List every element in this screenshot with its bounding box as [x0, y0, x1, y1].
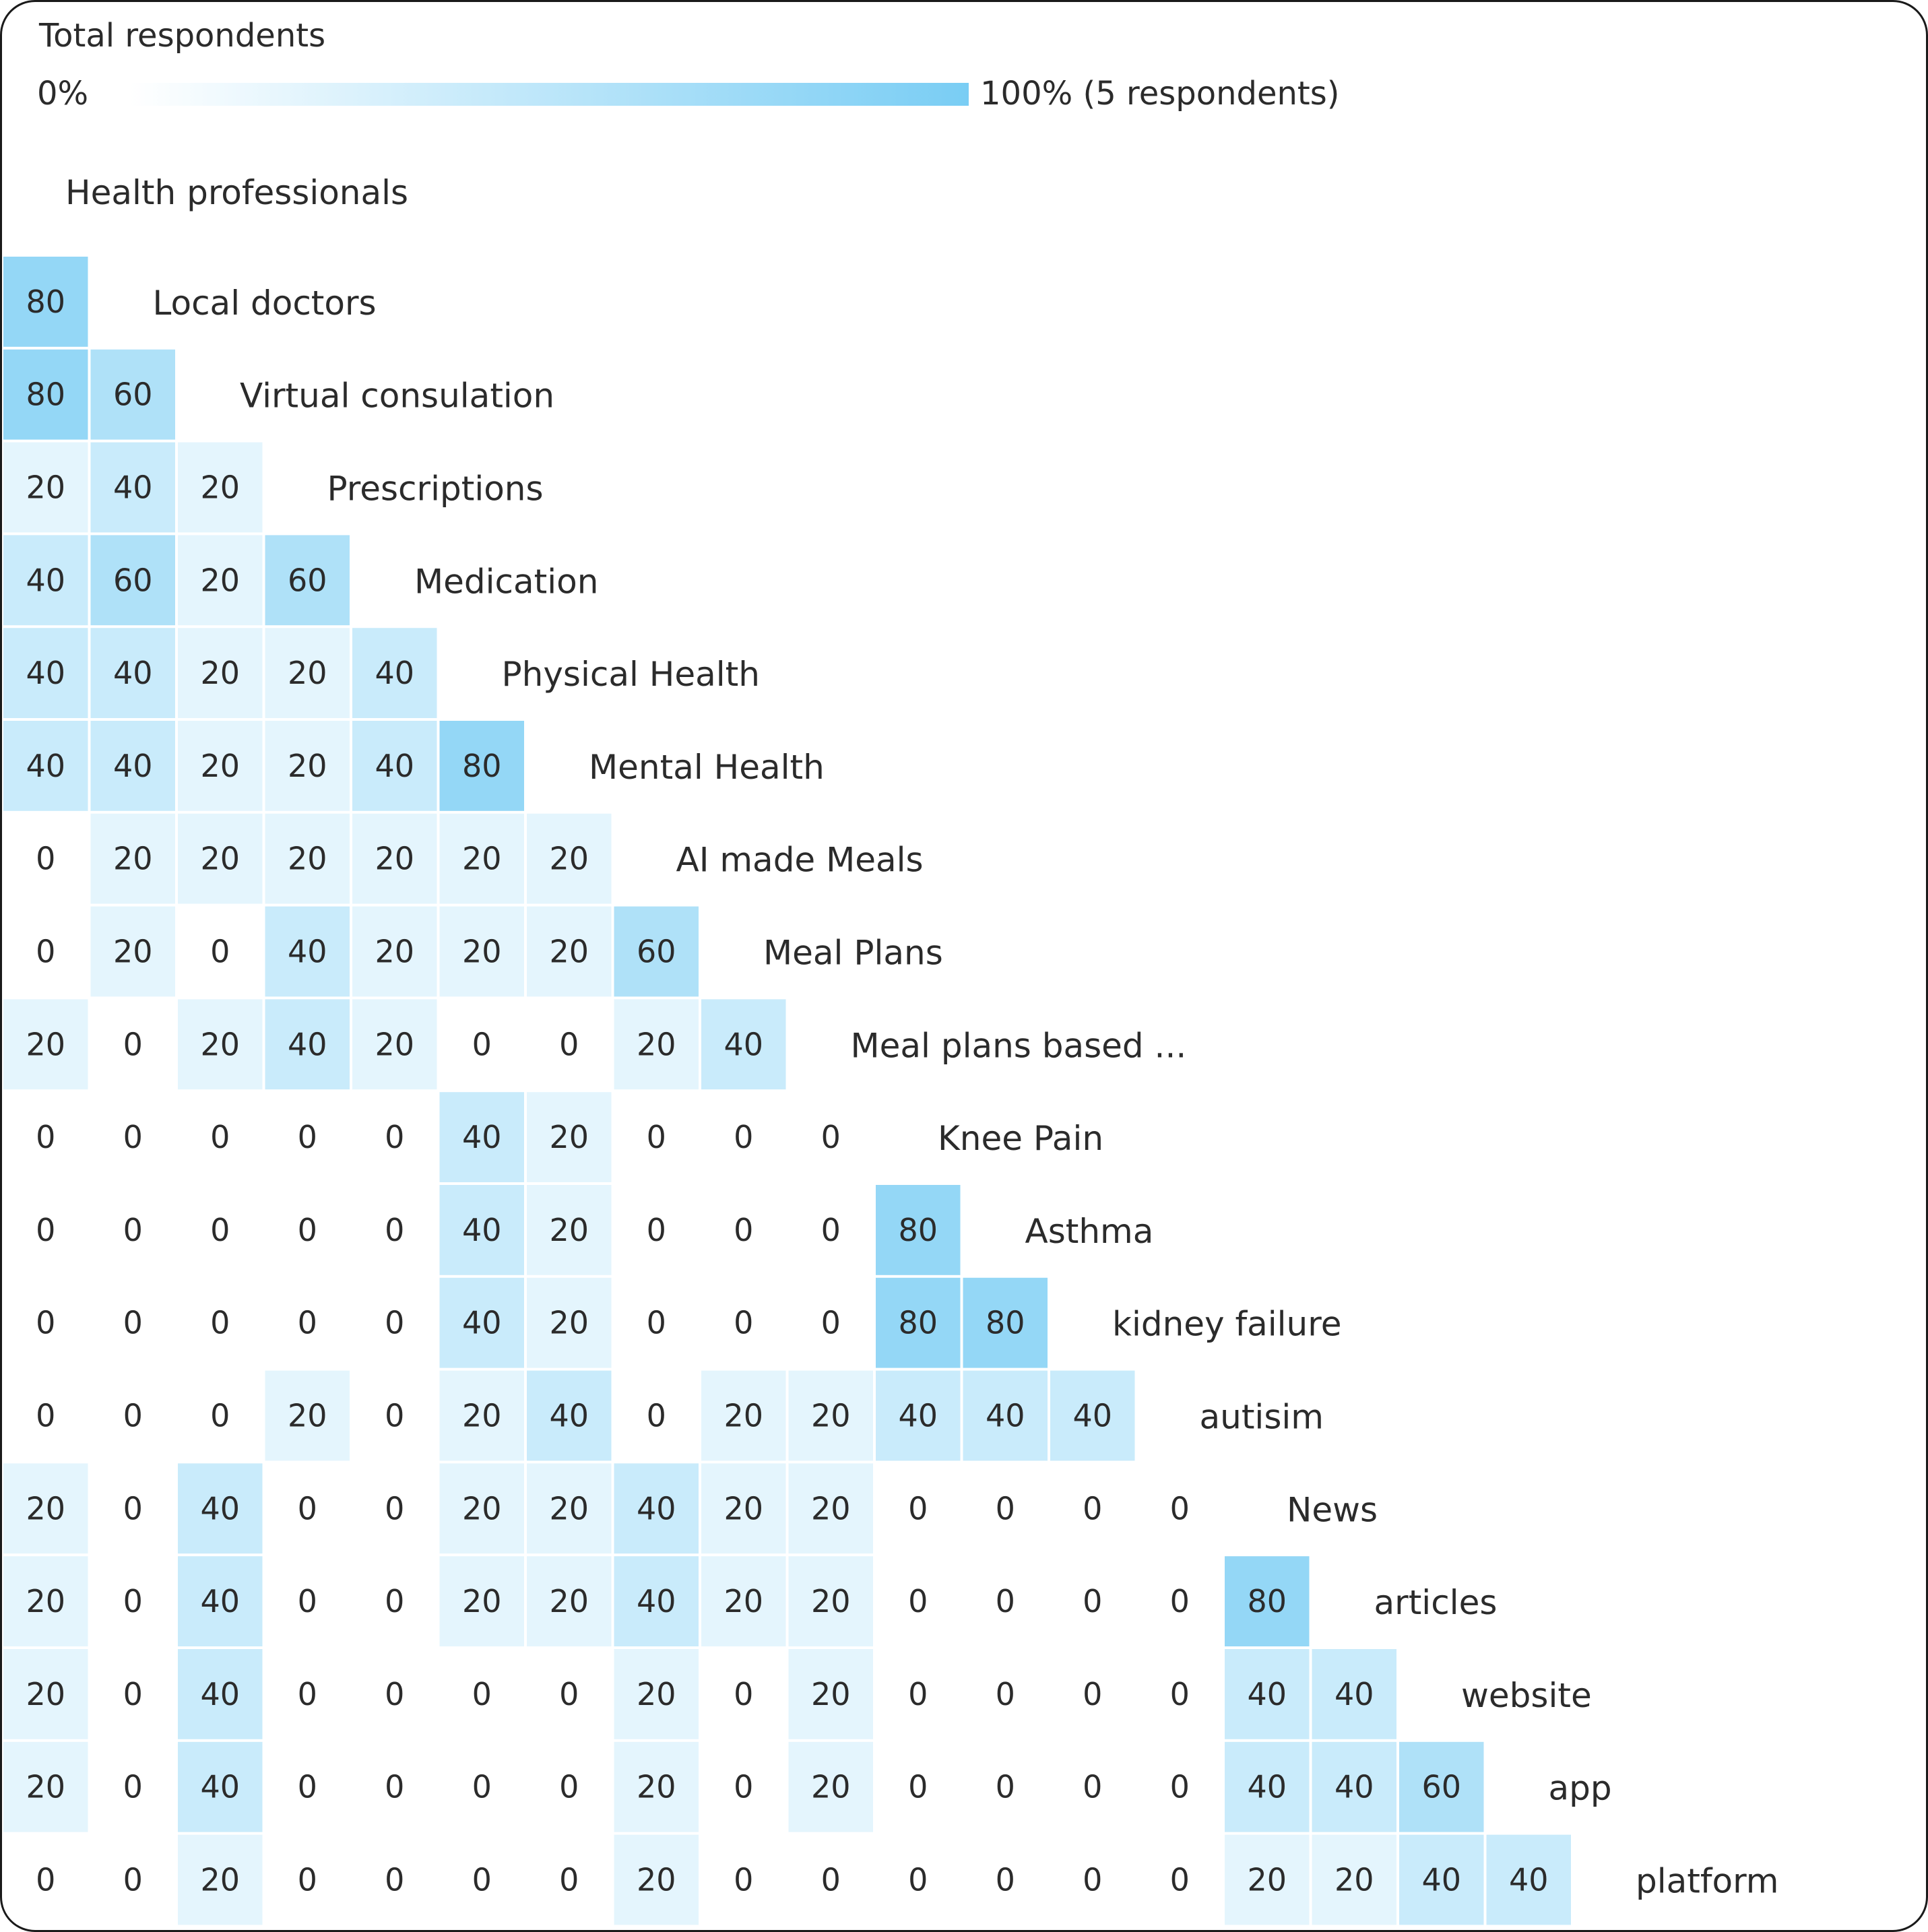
- cell-value: 0: [385, 1211, 405, 1248]
- heatmap-matrix: [3, 173, 1778, 1925]
- row-label: Meal Plans: [763, 933, 943, 973]
- cell-value: 0: [995, 1583, 1015, 1620]
- cell-value: 80: [898, 1211, 938, 1248]
- cell-value: 40: [200, 1490, 240, 1527]
- cell-value: 0: [734, 1304, 754, 1341]
- row-label: articles: [1374, 1583, 1498, 1623]
- cell-value: 20: [636, 1675, 676, 1712]
- row-label: Virtual consulation: [240, 376, 555, 416]
- cell-value: 40: [26, 655, 66, 692]
- cell-value: 0: [297, 1490, 317, 1527]
- cell-value: 0: [734, 1675, 754, 1712]
- cell-value: 40: [985, 1397, 1025, 1434]
- cell-value: 20: [200, 747, 240, 784]
- cell-value: 20: [549, 1211, 589, 1248]
- cell-value: 40: [636, 1490, 676, 1527]
- cell-value: 0: [472, 1675, 492, 1712]
- cell-value: 0: [1169, 1490, 1190, 1527]
- row-label: Physical Health: [501, 655, 760, 695]
- cell-value: 80: [985, 1304, 1025, 1341]
- cell-value: 80: [898, 1304, 938, 1341]
- cell-value: 20: [287, 655, 327, 692]
- cell-value: 60: [636, 933, 676, 970]
- cell-value: 40: [1334, 1675, 1374, 1712]
- cell-value: 0: [385, 1304, 405, 1341]
- cell-value: 0: [734, 1119, 754, 1156]
- cell-value: 20: [636, 1861, 676, 1898]
- cell-value: 20: [461, 1397, 502, 1434]
- cell-value: 20: [200, 562, 240, 599]
- cell-value: 40: [26, 747, 66, 784]
- cell-value: 0: [210, 1397, 230, 1434]
- cell-value: 20: [549, 1490, 589, 1527]
- cell-value: 60: [287, 562, 327, 599]
- cell-value: 0: [36, 1397, 56, 1434]
- cell-value: 40: [1508, 1861, 1549, 1898]
- cell-value: 40: [898, 1397, 938, 1434]
- cell-value: 20: [200, 469, 240, 506]
- cell-value: 20: [200, 655, 240, 692]
- cell-value: 40: [636, 1583, 676, 1620]
- cell-value: 40: [200, 1675, 240, 1712]
- cell-value: 0: [36, 1304, 56, 1341]
- cell-value: 0: [734, 1211, 754, 1248]
- cell-value: 40: [375, 655, 415, 692]
- cell-value: 0: [36, 1861, 56, 1898]
- cell-value: 40: [1247, 1675, 1287, 1712]
- cell-value: 40: [461, 1119, 502, 1156]
- cell-value: 0: [385, 1768, 405, 1805]
- cell-value: 80: [26, 376, 66, 413]
- cell-value: 20: [549, 1119, 589, 1156]
- cell-value: 40: [287, 933, 327, 970]
- cell-value: 40: [1072, 1397, 1113, 1434]
- cell-value: 0: [123, 1768, 143, 1805]
- cell-value: 20: [287, 840, 327, 877]
- cell-value: 20: [549, 1583, 589, 1620]
- cell-value: 0: [908, 1490, 928, 1527]
- cell-value: 0: [385, 1119, 405, 1156]
- cell-value: 60: [1421, 1768, 1462, 1805]
- cell-value: 20: [113, 840, 153, 877]
- row-label: Meal plans based ...: [850, 1026, 1187, 1066]
- cell-value: 20: [461, 1583, 502, 1620]
- cell-value: 20: [724, 1490, 764, 1527]
- cell-value: 20: [26, 1490, 66, 1527]
- cell-value: 20: [375, 933, 415, 970]
- row-label: website: [1461, 1675, 1592, 1715]
- cell-value: 20: [113, 933, 153, 970]
- row-label: AI made Meals: [676, 840, 924, 880]
- cell-value: 0: [210, 1119, 230, 1156]
- cell-value: 0: [123, 1026, 143, 1063]
- cell-value: 20: [200, 1861, 240, 1898]
- cell-value: 0: [385, 1861, 405, 1898]
- cell-value: 20: [461, 840, 502, 877]
- cell-value: 80: [461, 747, 502, 784]
- cell-value: 0: [821, 1119, 841, 1156]
- cell-value: 20: [549, 933, 589, 970]
- cell-value: 0: [1083, 1490, 1103, 1527]
- cell-value: 0: [123, 1861, 143, 1898]
- cell-value: 40: [375, 747, 415, 784]
- cell-value: 0: [646, 1304, 666, 1341]
- cell-value: 20: [810, 1397, 851, 1434]
- cell-value: 20: [200, 840, 240, 877]
- cell-value: 0: [297, 1768, 317, 1805]
- cell-value: 40: [287, 1026, 327, 1063]
- legend-gradient-bar: [130, 83, 969, 106]
- cell-value: 0: [908, 1583, 928, 1620]
- cell-value: 20: [287, 1397, 327, 1434]
- cell-value: 0: [1083, 1861, 1103, 1898]
- cell-value: 0: [995, 1675, 1015, 1712]
- row-label: Asthma: [1025, 1211, 1154, 1251]
- cell-value: 0: [1169, 1861, 1190, 1898]
- cell-value: 0: [559, 1861, 579, 1898]
- cell-value: 0: [472, 1861, 492, 1898]
- cell-value: 20: [375, 1026, 415, 1063]
- cell-value: 0: [36, 1211, 56, 1248]
- row-label: Local doctors: [152, 283, 377, 323]
- row-label: Knee Pain: [938, 1119, 1104, 1159]
- cell-value: 0: [385, 1675, 405, 1712]
- cell-value: 40: [200, 1583, 240, 1620]
- cell-value: 60: [113, 562, 153, 599]
- cell-value: 0: [1083, 1583, 1103, 1620]
- cell-value: 0: [297, 1119, 317, 1156]
- cell-value: 20: [461, 933, 502, 970]
- cell-value: 20: [26, 1583, 66, 1620]
- cell-value: 20: [26, 1675, 66, 1712]
- cell-value: 0: [559, 1026, 579, 1063]
- cell-value: 0: [734, 1768, 754, 1805]
- cell-value: 20: [26, 1768, 66, 1805]
- legend-max-label: 100% (5 respondents): [980, 75, 1340, 112]
- cell-value: 20: [287, 747, 327, 784]
- cell-value: 0: [559, 1675, 579, 1712]
- cell-value: 40: [1334, 1768, 1374, 1805]
- cell-value: 20: [810, 1675, 851, 1712]
- cell-value: 0: [297, 1211, 317, 1248]
- cell-value: 0: [821, 1861, 841, 1898]
- cell-value: 0: [36, 840, 56, 877]
- cell-value: 20: [810, 1583, 851, 1620]
- cell-value: 40: [461, 1304, 502, 1341]
- cell-value: 0: [123, 1397, 143, 1434]
- row-label: kidney failure: [1112, 1304, 1342, 1344]
- cell-value: 0: [123, 1675, 143, 1712]
- cell-value: 0: [995, 1861, 1015, 1898]
- cell-value: 0: [908, 1675, 928, 1712]
- row-label: autisim: [1199, 1397, 1324, 1437]
- cell-value: 0: [123, 1490, 143, 1527]
- cell-value: 0: [1083, 1675, 1103, 1712]
- cell-value: 60: [113, 376, 153, 413]
- cell-value: 20: [461, 1490, 502, 1527]
- cell-value: 0: [210, 933, 230, 970]
- cell-value: 0: [385, 1490, 405, 1527]
- cell-value: 0: [908, 1768, 928, 1805]
- cell-value: 20: [26, 469, 66, 506]
- cell-value: 0: [646, 1211, 666, 1248]
- row-label: Medication: [414, 562, 599, 602]
- cell-value: 40: [549, 1397, 589, 1434]
- cell-value: 0: [995, 1490, 1015, 1527]
- cell-value: 0: [123, 1304, 143, 1341]
- cell-value: 20: [724, 1583, 764, 1620]
- cell-value: 0: [995, 1768, 1015, 1805]
- cell-value: 40: [113, 469, 153, 506]
- cell-value: 0: [36, 1119, 56, 1156]
- cell-value: 40: [200, 1768, 240, 1805]
- cell-value: 0: [123, 1119, 143, 1156]
- cell-value: 0: [646, 1397, 666, 1434]
- cell-value: 0: [297, 1861, 317, 1898]
- cell-value: 0: [123, 1583, 143, 1620]
- cell-value: 0: [1083, 1768, 1103, 1805]
- cell-value: 0: [297, 1675, 317, 1712]
- cell-value: 40: [1421, 1861, 1462, 1898]
- cell-value: 20: [636, 1026, 676, 1063]
- cell-value: 40: [461, 1211, 502, 1248]
- cell-value: 0: [559, 1768, 579, 1805]
- cell-value: 40: [113, 655, 153, 692]
- cell-value: 0: [210, 1304, 230, 1341]
- cell-value: 0: [472, 1768, 492, 1805]
- cell-value: 20: [26, 1026, 66, 1063]
- cell-value: 0: [821, 1211, 841, 1248]
- cell-value: 0: [1169, 1675, 1190, 1712]
- cell-value: 40: [26, 562, 66, 599]
- cell-value: 20: [724, 1397, 764, 1434]
- cell-value: 20: [810, 1490, 851, 1527]
- cell-value: 0: [908, 1861, 928, 1898]
- cell-value: 0: [1169, 1583, 1190, 1620]
- cell-value: 0: [385, 1583, 405, 1620]
- row-label: News: [1287, 1490, 1378, 1530]
- cell-value: 40: [1247, 1768, 1287, 1805]
- cell-value: 0: [297, 1583, 317, 1620]
- cell-value: 40: [113, 747, 153, 784]
- cell-value: 20: [1334, 1861, 1374, 1898]
- cell-value: 20: [200, 1026, 240, 1063]
- cell-value: 20: [1247, 1861, 1287, 1898]
- cell-value: 20: [549, 1304, 589, 1341]
- cell-value: 80: [26, 283, 66, 320]
- cell-value: 20: [636, 1768, 676, 1805]
- row-label: Mental Health: [589, 747, 825, 787]
- cell-value: 0: [472, 1026, 492, 1063]
- cell-value: 0: [123, 1211, 143, 1248]
- cell-value: 0: [734, 1861, 754, 1898]
- cell-value: 80: [1247, 1583, 1287, 1620]
- row-label: platform: [1636, 1861, 1779, 1901]
- row-label: app: [1548, 1768, 1612, 1808]
- cell-value: 40: [724, 1026, 764, 1063]
- legend-min-label: 0%: [37, 75, 89, 112]
- cell-value: 20: [375, 840, 415, 877]
- cell-value: 0: [1169, 1768, 1190, 1805]
- cell-value: 20: [549, 840, 589, 877]
- row-label: Health professionals: [65, 173, 409, 212]
- heatmap-chart: [2, 2, 1926, 1930]
- cell-value: 0: [297, 1304, 317, 1341]
- cell-value: 0: [36, 933, 56, 970]
- cell-value: 0: [646, 1119, 666, 1156]
- chart-title: Total respondents: [39, 17, 326, 55]
- cell-value: 0: [210, 1211, 230, 1248]
- cell-value: 0: [385, 1397, 405, 1434]
- cell-value: 20: [810, 1768, 851, 1805]
- cell-value: 0: [821, 1304, 841, 1341]
- row-label: Prescriptions: [327, 469, 544, 509]
